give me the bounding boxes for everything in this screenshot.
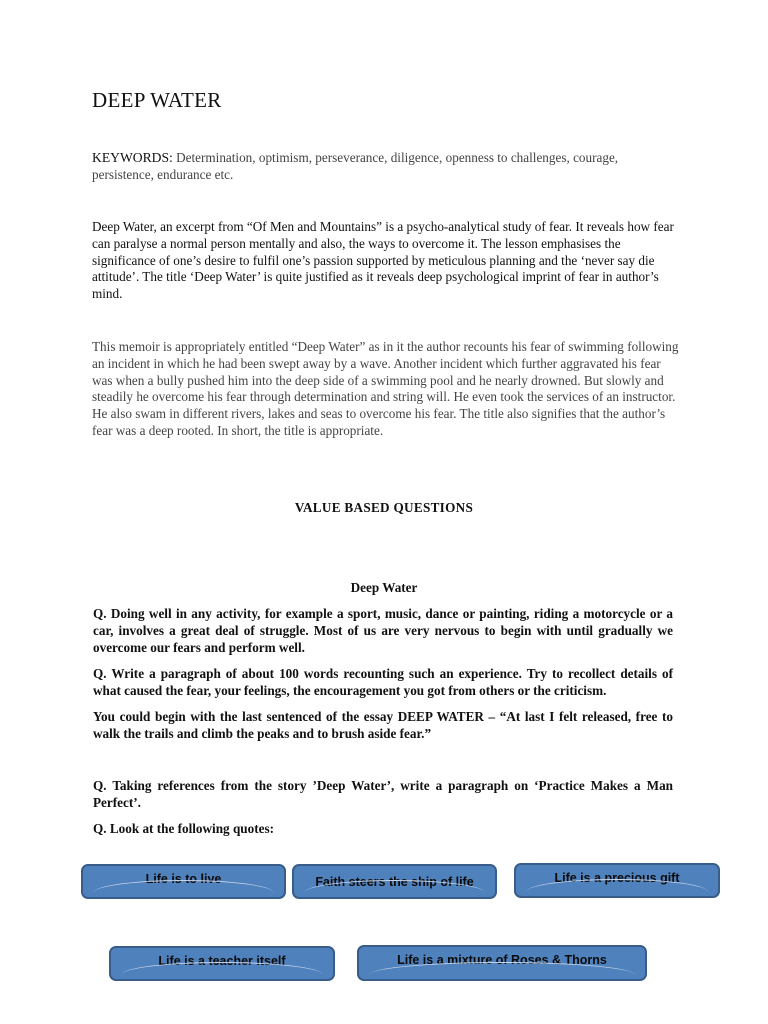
quote-box [81, 864, 286, 899]
quote-text: Life is to live [145, 872, 222, 886]
question-paragraph: Q. Taking references from the story ’Deep Water’, write a paragraph on ‘Practice Makes a Man Perfect’. [93, 778, 673, 810]
quote-text: Faith steers the ship of life [315, 875, 474, 889]
quote-text: Life is a precious gift [554, 871, 680, 885]
quote-box [109, 946, 335, 981]
section-heading: VALUE BASED QUESTIONS [294, 500, 474, 515]
sub-heading: Deep Water [350, 580, 418, 595]
keywords-label: KEYWORDS: [92, 150, 173, 165]
keywords-paragraph [92, 150, 682, 184]
quote-box [292, 864, 497, 899]
question-paragraph: Q. Doing well in any activity, for example a sport, music, dance or painting, riding a motorcycle or a car, involves a great deal of struggle. Most of us are very nervous to begin with until gradually we overcome our fears and perform well. [93, 606, 673, 655]
quote-text: Life is a mixture of Roses & Thorns [397, 953, 607, 967]
question-paragraph: Q. Write a paragraph of about 100 words recounting such an experience. Try to recollect details of what caused the fear, your feelings, the encouragement you got from others or the criticism. [93, 666, 673, 698]
question-paragraph: Q. Look at the following quotes: [93, 821, 274, 836]
document-title: DEEP WATER [92, 88, 222, 112]
quote-text: Life is a teacher itself [158, 954, 286, 968]
quote-box [514, 863, 720, 898]
intro-paragraph: Deep Water, an excerpt from “Of Men and Mountains” is a psycho-analytical study of fear. It reveals how fear can paralyse a normal person mentally and also, the ways to overcome it. The lesson emphasises the significance of one’s desire to fulfil one’s passion supported by meticulous planning and the ‘never say die attitude’. The title ‘Deep Water’ is quite justified as it reveals deep psychological imprint of fear in author’s mind. [92, 219, 674, 302]
quote-box [357, 945, 647, 981]
keywords-text: Determination, optimism, perseverance, diligence, openness to challenges, courage, persistence, endurance etc. [92, 150, 619, 182]
memoir-paragraph: This memoir is appropriately entitled “Deep Water” as in it the author recounts his fear of swimming following an incident in which he had been swept away by a wave. Another incident which further aggravated his fear was when a bully pushed him into the deep side of a swimming pool and he nearly drowned. But slowly and steadily he overcome his fear through determination and string will. He even took the services of an instructor. He also swam in different rivers, lakes and seas to overcome his fear. The title also signifies that the author’s fear was a deep rooted. In short, the title is appropriate. [92, 339, 679, 438]
question-paragraph: You could begin with the last sentenced of the essay DEEP WATER – “At last I felt released, free to walk the trails and climb the peaks and to brush aside fear.” [93, 709, 673, 741]
